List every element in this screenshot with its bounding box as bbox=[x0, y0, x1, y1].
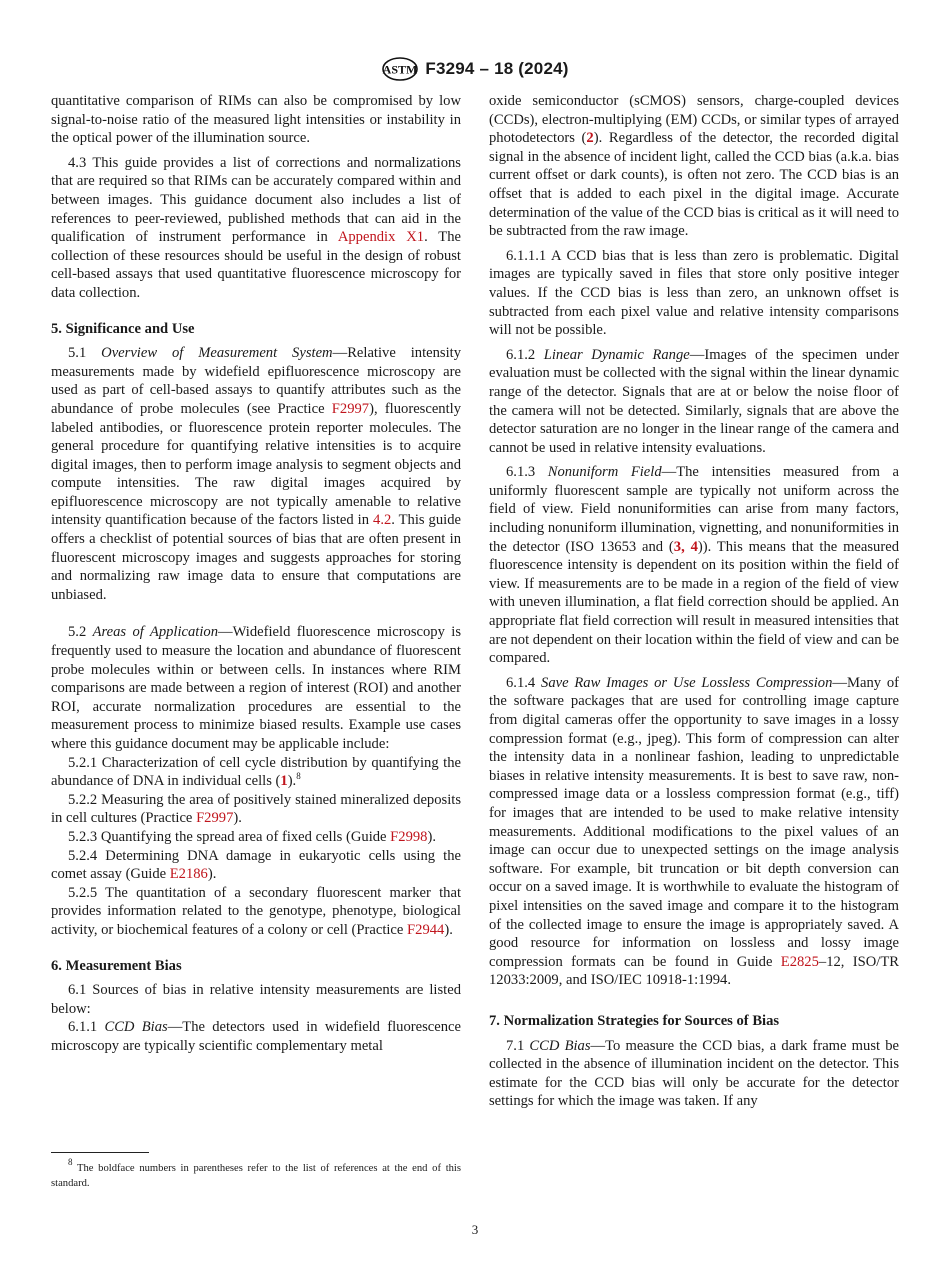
reference-link-2[interactable]: 2 bbox=[586, 130, 594, 147]
document-designation: F3294 – 18 (2024) bbox=[425, 59, 569, 78]
paragraph-5-1: 5.1 Overview of Measurement System—Relative intensity measurements made by widefield epifluorescence microscopy are used as part of cell-based assays to quantify attributes such as the abundance of probe molecules (see Practice F2997), fluorescently labeled antibodies, or fluorescence protein reporter molecules. The general procedure for quantifying relative intensities is to acquire digital images, then to perform image analysis to segment objects and compute intensities. The raw digital images acquired by epifluorescence microscopy are not typically amenable to relative intensity quantification because of the factors listed in 4.2. This guide offers a checklist of potential sources of bias that are often present in fluorescent microscopy images and suggests approaches for storing and normalizing raw image data to ensure that computations are unbiased. bbox=[51, 345, 462, 603]
link-section-4-2[interactable]: 4.2 bbox=[373, 512, 392, 529]
paragraph-6-1-1-continued: oxide semiconductor (sCMOS) sensors, charge-coupled devices (CCDs), electron-multiplying (EM) CCDs, or similar types of arrayed photodetectors (2). Regardless of the detector, the recorded digital signal in the absence of incident light, called the CCD bias (a.k.a. bias current offset or dark counts), is often not zero. The CCD bias is an offset that is added to each pixel in the digital image. Accurate determination of the value of the CCD bias is critical as it will need to be subtracted from the raw image. bbox=[489, 93, 899, 240]
paragraph-5-2-4: 5.2.4 Determining DNA damage in eukaryotic cells using the comet assay (Guide E2186). bbox=[51, 847, 461, 883]
page-number: 3 bbox=[471, 1222, 479, 1237]
section-heading-6: 6. Measurement Bias bbox=[51, 957, 182, 974]
link-f2997[interactable]: F2997 bbox=[331, 400, 370, 417]
paragraph-6-1-4: 6.1.4 Save Raw Images or Use Lossless Compression—Many of the software packages that are used for controlling image capture from digital cameras offer the opportunity to save images in a lossy compression format (e.g., jpeg). This form of compression can alter the intensity data in a nonlinear fashion, leading to unpredictable biases in relative intensity measurements. It is best to save raw, non-compressed image data or a lossless compression format (e.g., tiff) for images that are intended to be used to make relative intensity measurements. Additional modifications to the pixel values of an image can occur due to unexpected settings on the image analysis software. For example, bit truncation or bit depth conversion can occur on a saved image. It is worthwhile to evaluate the histogram of pixel intensities on the saved image and compare it to the histogram of the collected image to ensure the image is appropriately saved. A good resource for information on lossless and lossy image compression formats can be found in Guide E2825–12, ISO/TR 12033:2009, and ISO/IEC 10918-1:1994. bbox=[489, 674, 900, 989]
paragraph-5-2-1: 5.2.1 Characterization of cell cycle distribution by quantifying the abundance of DNA in individual cells (1).$^8$ bbox=[51, 754, 461, 790]
footnote-divider bbox=[51, 1152, 149, 1153]
reference-link-4[interactable]: 4 bbox=[690, 538, 698, 555]
paragraph-5-2: 5.2 Areas of Application—Widefield fluorescence microscopy is frequently used to measure the location and abundance of fluorescent probe molecules within or between cells. In instances where RIM comparisons are made between a region of interest (ROI) and another ROI, accurate normalization procedures are essential to the measurement process to minimize biased results. Example use cases where this guidance document may be applicable include: bbox=[51, 624, 461, 752]
paragraph-5-2-2: 5.2.2 Measuring the area of positively stained mineralized deposits in cell cultures (Practice F2997). bbox=[51, 791, 461, 827]
link-f2944[interactable]: F2944 bbox=[407, 921, 445, 938]
footnote-text: The boldface numbers in parentheses refer to the list of references at the end of this standard. bbox=[51, 1163, 461, 1189]
paragraph-7-1: 7.1 CCD Bias—To measure the CCD bias, a dark frame must be collected in the absence of illumination incident on the detector. This estimate for the CCD bias will only be accurate for the detector settings for which the image was taken. If any bbox=[489, 1037, 899, 1110]
svg-text:ASTM: ASTM bbox=[383, 62, 418, 77]
page-header bbox=[0, 56, 950, 82]
paragraph-6-1-3: 6.1.3 Nonuniform Field—The intensities measured from a uniformly fluorescent sample are typically not uniform across the field of view. Field nonuniformities can arise from many factors, including nonuniform illumination, vignetting, and nonuniformities in the detector (ISO 13653 and (3, 4)). This means that the measured fluorescence intensity is dependent on its position within the field of view. If measurements are to be made in a region of the field of view with uneven illumination, a flat field correction should be applied. An appropriate flat field correction will result in measured intensities that are not dependent on their location within the field of view and can be compared. bbox=[489, 464, 899, 667]
paragraph-5-2-5: 5.2.5 The quantitation of a secondary fluorescent marker that provides information related to the genotype, phenotype, biological activity, or biochemical features of a colony or cell (Practice F2944). bbox=[51, 884, 461, 938]
paragraph-4-2-continued: quantitative comparison of RIMs can also be compromised by low signal-to-noise ratio of the measured light intensities or instability in the optical power of the illumination source. bbox=[51, 93, 461, 147]
link-f2998[interactable]: F2998 bbox=[390, 828, 428, 845]
paragraph-6-1-2: 6.1.2 Linear Dynamic Range—Images of the specimen under evaluation must be collected with the signal within the linear dynamic range of the detector. Signals that are at or below the noise floor of the camera will not be detected. Similarly, signals that are above the detector saturation are no longer in the linear range of the camera and cannot be used in relative intensity evaluations. bbox=[489, 346, 900, 456]
paragraph-5-2-3: 5.2.3 Quantifying the spread area of fixed cells (Guide F2998). bbox=[68, 828, 436, 845]
reference-link-1[interactable]: 1 bbox=[280, 773, 288, 790]
link-f2997[interactable]: F2997 bbox=[196, 810, 234, 827]
footnote-8 bbox=[51, 1157, 461, 1191]
link-e2825[interactable]: E2825 bbox=[780, 953, 819, 970]
footnote-number: 8 bbox=[68, 1157, 73, 1167]
footnote-marker-8[interactable]: 8 bbox=[296, 771, 301, 782]
astm-logo-icon bbox=[381, 56, 419, 82]
link-appendix-x1[interactable]: Appendix X1 bbox=[337, 229, 425, 246]
right-column bbox=[489, 92, 899, 1111]
link-e2186[interactable]: E2186 bbox=[169, 866, 208, 883]
paragraph-6-1: 6.1 Sources of bias in relative intensity measurements are listed below: bbox=[51, 982, 461, 1017]
section-heading-5: 5. Significance and Use bbox=[51, 320, 195, 337]
paragraph-6-1-1: 6.1.1 CCD Bias—The detectors used in widefield fluorescence microscopy are typically scientific complementary metal bbox=[51, 1019, 461, 1054]
paragraph-4-3: 4.3 This guide provides a list of corrections and normalizations that are required so that RIMs can be accurately compared within and between images. This guidance document also includes a list of references to peer-reviewed, published methods that can aid in the qualification of instrument performance in Appendix X1. The collection of these resources should be useful in the design of robust cell-based assays that used quantitative fluorescence microscopy for data collection. bbox=[51, 154, 461, 301]
left-column bbox=[51, 92, 461, 1056]
reference-link-3[interactable]: 3 bbox=[673, 538, 682, 555]
paragraph-6-1-1-1: 6.1.1.1 A CCD bias that is less than zero is problematic. Digital images are typically saved in files that store only positive integer values. If the CCD bias is less than zero, an unknown offset is subtracted from each pixel value and relative intensity comparisons will not be possible. bbox=[489, 247, 899, 339]
section-heading-7: 7. Normalization Strategies for Sources of Bias bbox=[489, 1012, 780, 1029]
